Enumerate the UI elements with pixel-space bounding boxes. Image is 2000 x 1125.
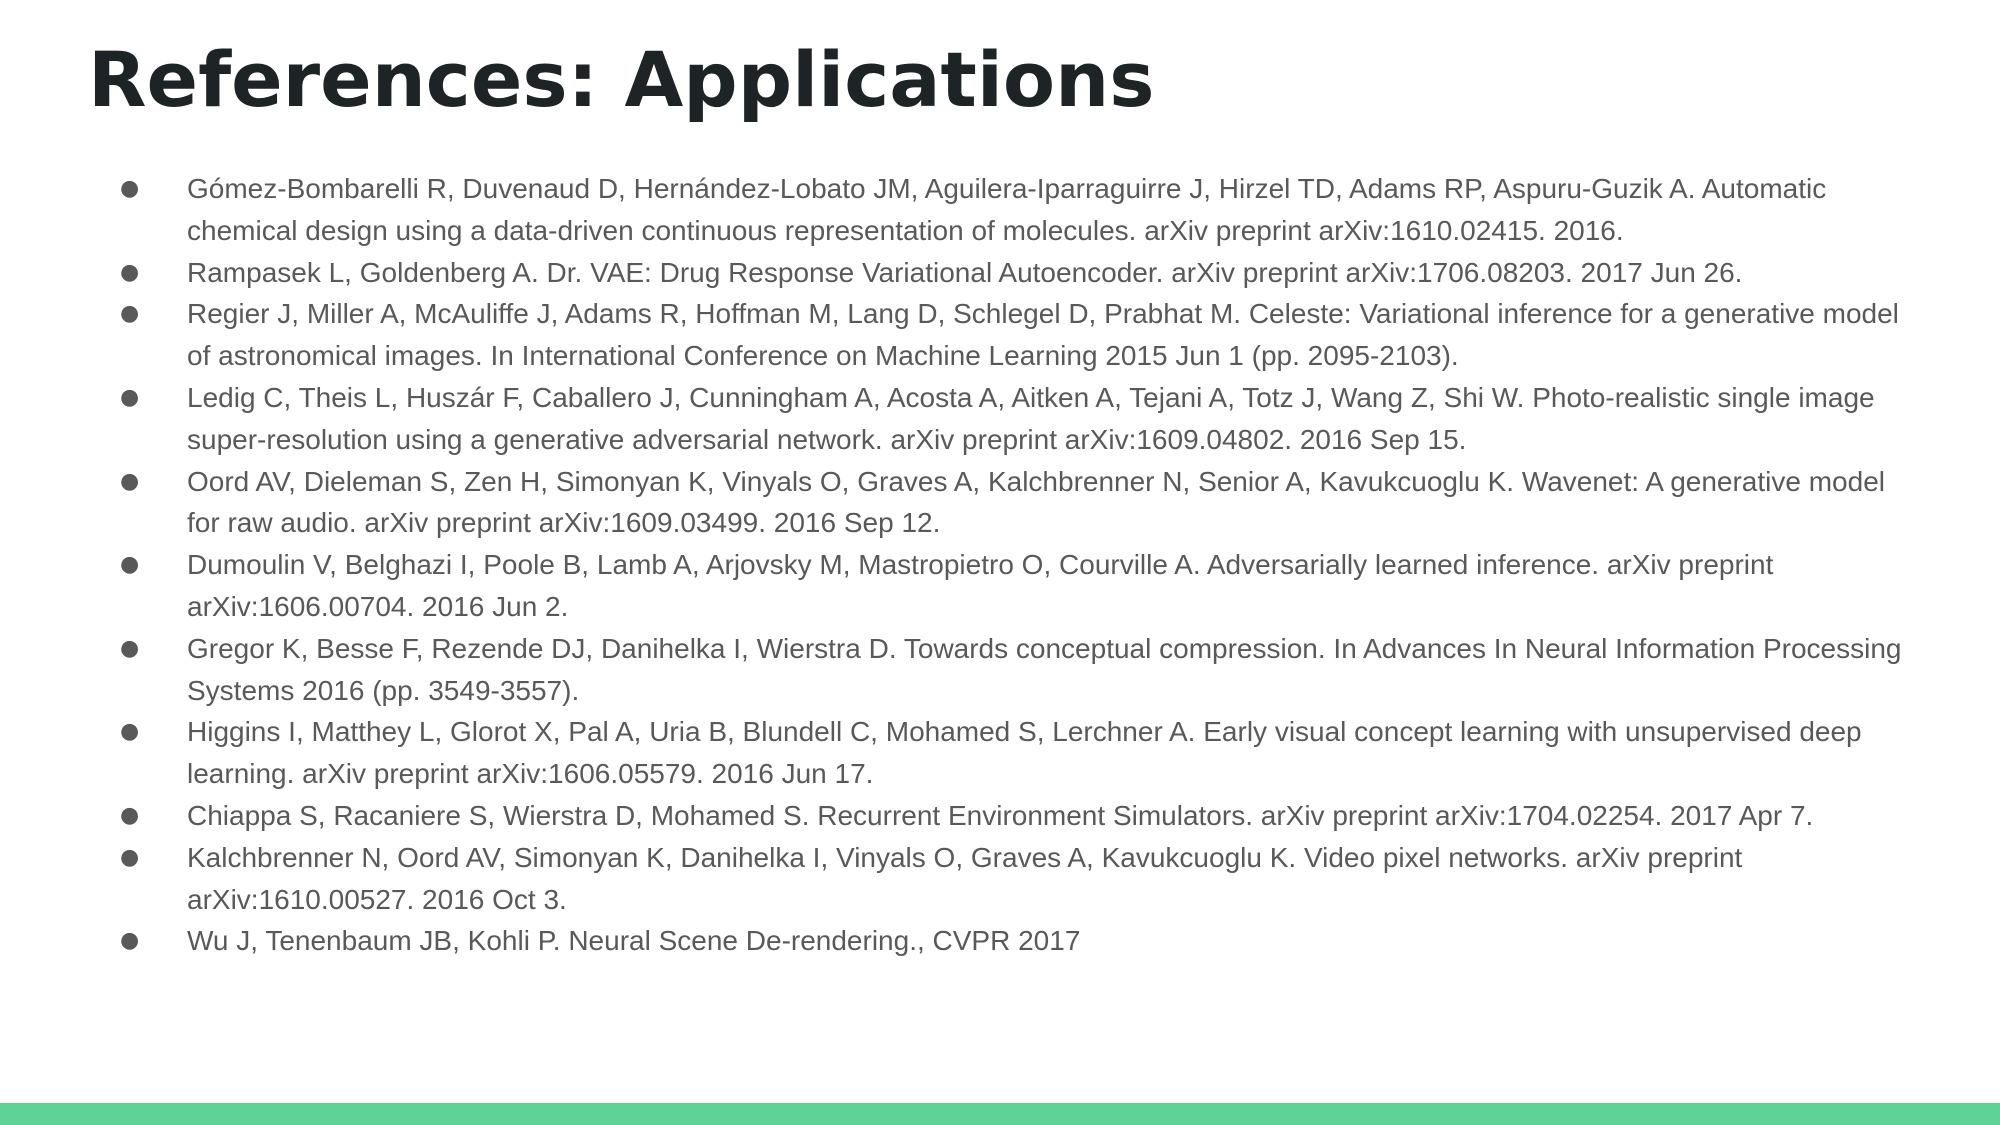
- bullet-icon: ●: [120, 176, 140, 201]
- bullet-icon: ●: [120, 928, 140, 954]
- bullet-icon: ●: [120, 719, 140, 745]
- reference-text: Ledig C, Theis L, Huszár F, Caballero J, Cunningham A, Acosta A, Aitken A, Tejani A, Totz J, Wang Z, Shi W. Photo-realistic single image super-resolution using a generative adversarial network. arXiv preprint arXiv:1609.04802. 2016 Sep 15.: [187, 381, 1875, 455]
- reference-text: Kalchbrenner N, Oord AV, Simonyan K, Danihelka I, Vinyals O, Graves A, Kavukcuoglu K. Video pixel networks. arXiv preprint arXiv:1610.00527. 2016 Oct 3.: [187, 841, 1743, 915]
- reference-item: [118, 252, 1918, 294]
- reference-item: [118, 628, 1918, 712]
- reference-text: Wu J, Tenenbaum JB, Kohli P. Neural Scene De-rendering., CVPR 2017: [187, 925, 1081, 957]
- reference-text: Dumoulin V, Belghazi I, Poole B, Lamb A, Arjovsky M, Mastropietro O, Courville A. Adversarially learned inference. arXiv preprint arXiv:1606.00704. 2016 Jun 2.: [187, 549, 1774, 622]
- reference-item: [118, 461, 1918, 545]
- reference-item: [118, 837, 1918, 921]
- bullet-icon: ●: [120, 301, 140, 327]
- reference-text: Higgins I, Matthey L, Glorot X, Pal A, Uria B, Blundell C, Mohamed S, Lerchner A. Early visual concept learning with unsupervised deep learning. arXiv preprint arXiv:1606.05579. 2016 Jun 17.: [187, 716, 1862, 790]
- reference-text: Gómez-Bombarelli R, Duvenaud D, Hernández-Lobato JM, Aguilera-Iparraguirre J, Hirzel TD, Adams RP, Aspuru-Guzik A. Automatic chemical design using a data-driven continuous representation of molecules. arXiv preprint arXiv:1610.02415. 2016.: [187, 173, 1827, 246]
- bullet-icon: ●: [120, 802, 140, 828]
- reference-text: Gregor K, Besse F, Rezende DJ, Danihelka I, Wierstra D. Towards conceptual compression. In Advances In Neural Information Processing Systems 2016 (pp. 3549-3557).: [187, 632, 1902, 706]
- bullet-icon: ●: [120, 844, 140, 870]
- footer-accent-bar: [0, 1103, 2000, 1125]
- reference-item: [118, 920, 1918, 962]
- reference-item: [118, 795, 1918, 837]
- reference-text: Chiappa S, Racaniere S, Wierstra D, Mohamed S. Recurrent Environment Simulators. arXiv preprint arXiv:1704.02254. 2017 Apr 7.: [187, 799, 1814, 831]
- reference-item: [118, 544, 1918, 628]
- reference-text: Rampasek L, Goldenberg A. Dr. VAE: Drug Response Variational Autoencoder. arXiv preprint arXiv:1706.08203. 2017 Jun 26.: [187, 256, 1743, 288]
- bullet-icon: ●: [120, 384, 140, 410]
- bullet-icon: ●: [120, 468, 140, 494]
- reference-text: Regier J, Miller A, McAuliffe J, Adams R, Hoffman M, Lang D, Schlegel D, Prabhat M. Celeste: Variational inference for a generative model of astronomical images. In International Conference on Machine Learning 2015 Jun 1 (pp. 2095-2103).: [187, 298, 1899, 372]
- slide-title: References: Applications: [88, 35, 1155, 124]
- bullet-icon: ●: [120, 552, 140, 578]
- reference-item: [118, 377, 1918, 461]
- bullet-icon: ●: [120, 259, 140, 285]
- reference-item: [118, 293, 1918, 377]
- reference-text: Oord AV, Dieleman S, Zen H, Simonyan K, Vinyals O, Graves A, Kalchbrenner N, Senior A, Kavukcuoglu K. Wavenet: A generative model for raw audio. arXiv preprint arXiv:1609.03499. 2016 Sep 12.: [187, 465, 1885, 539]
- bullet-icon: ●: [120, 635, 140, 661]
- reference-item: [118, 711, 1918, 795]
- reference-item: [118, 168, 1918, 252]
- reference-list: [118, 168, 1918, 962]
